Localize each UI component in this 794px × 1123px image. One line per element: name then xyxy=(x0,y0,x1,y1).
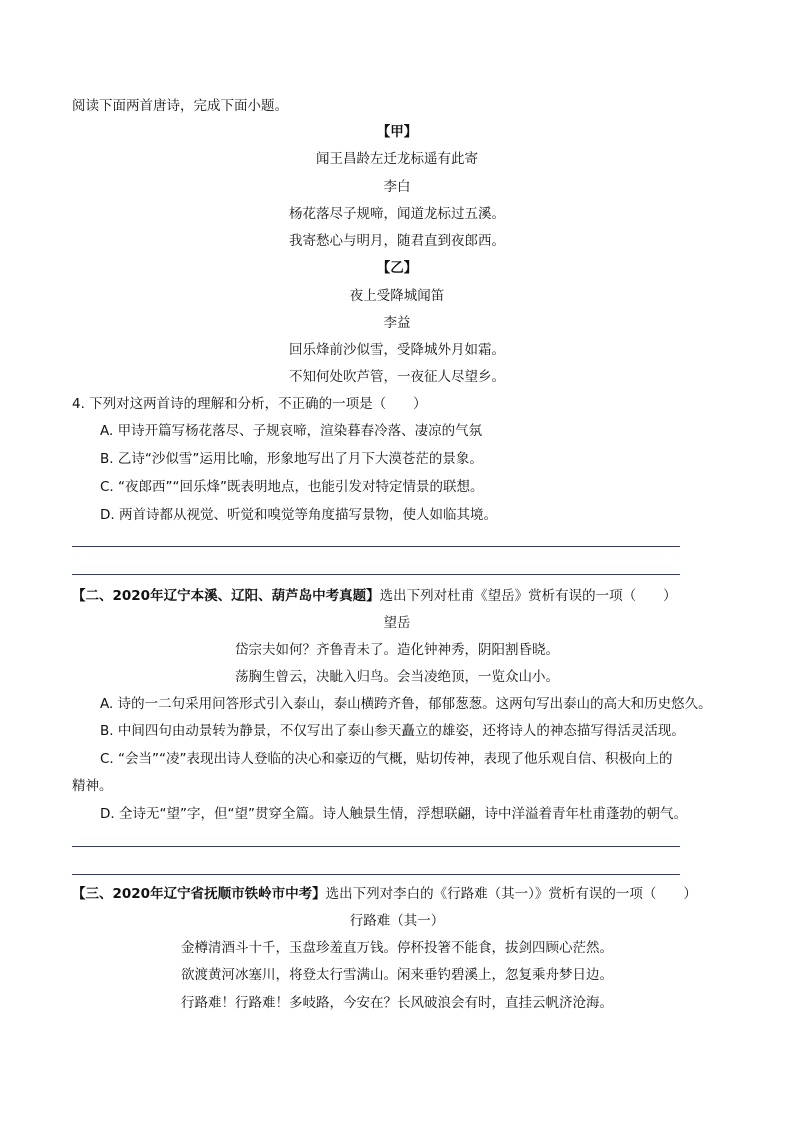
poem-b-marker: 【乙】 xyxy=(376,260,418,276)
section-2-poem-title: 望岳 xyxy=(383,615,411,631)
poem-b-title: 夜上受降城闻笛 xyxy=(349,288,445,304)
poem-b-author: 李益 xyxy=(383,315,411,331)
section-3-heading: 【三、2020年辽宁省抚顺市铁岭市中考】 xyxy=(72,886,326,902)
section-2-prompt: 选出下列对杜甫《望岳》赏析有误的一项（ ） xyxy=(379,588,677,604)
question-4-option-c: C. “夜郎西”“回乐烽”既表明地点，也能引发对特定情景的联想。 xyxy=(100,479,484,495)
section-2-option-c: C. “会当”“凌”表现出诗人登临的决心和豪迈的气概，贴切传神，表现了他乐观自信、积极向上的 xyxy=(100,751,673,767)
answer-rule xyxy=(72,874,680,875)
answer-rule xyxy=(72,846,680,847)
section-3-prompt: 选出下列对李白的《行路难（其一）》赏析有误的一项（ ） xyxy=(325,886,697,902)
poem-b-line: 不知何处吹芦管，一夜征人尽望乡。 xyxy=(289,369,505,385)
section-3-poem-title: 行路难（其一） xyxy=(349,913,445,929)
section-3-poem-line: 欲渡黄河冰塞川，将登太行雪满山。闲来垂钓碧溪上，忽复乘舟梦日边。 xyxy=(181,967,613,983)
question-4-option-b: B. 乙诗“沙似雪”运用比喻，形象地写出了月下大漠苍茫的景象。 xyxy=(100,451,483,467)
section-2-option-d: D. 全诗无“望”字，但“望”贯穿全篇。诗人触景生情，浮想联翩，诗中洋溢着青年杜甫蓬勃的朝气。 xyxy=(100,806,687,822)
answer-rule xyxy=(72,546,680,547)
question-4: 4. 下列对这两首诗的理解和分析，不正确的一项是（ ） xyxy=(72,396,427,412)
answer-rule xyxy=(72,574,680,575)
section-2-option-b: B. 中间四句由动景转为静景，不仅写出了泰山参天矗立的雄姿，还将诗人的神态描写得活灵活现。 xyxy=(100,723,685,739)
section-2-poem-line: 岱宗夫如何？齐鲁青未了。造化钟神秀，阴阳割昏晓。 xyxy=(235,642,559,658)
poem-a-title: 闻王昌龄左迁龙标遥有此寄 xyxy=(316,151,478,167)
section-2-header xyxy=(72,586,677,606)
poem-b-line: 回乐烽前沙似雪，受降城外月如霜。 xyxy=(289,342,505,358)
question-4-option-d: D. 两首诗都从视觉、听觉和嗅觉等角度描写景物，使人如临其境。 xyxy=(100,507,497,523)
reading-instruction: 阅读下面两首唐诗，完成下面小题。 xyxy=(72,98,288,114)
section-3-poem-line: 行路难！行路难！多岐路，今安在？长风破浪会有时，直挂云帆济沧海。 xyxy=(181,995,613,1011)
section-2-option-a: A. 诗的一二句采用问答形式引入泰山，泰山横跨齐鲁，郁郁葱葱。这两句写出泰山的高大和历史悠久。 xyxy=(100,696,712,712)
section-2-poem-line: 荡胸生曾云，决眦入归鸟。会当凌绝顶，一览众山小。 xyxy=(235,669,559,685)
question-4-option-a: A. 甲诗开篇写杨花落尽、子规哀啼，渲染暮春冷落、凄凉的气氛 xyxy=(100,423,483,439)
poem-a-marker: 【甲】 xyxy=(376,124,418,140)
poem-a-line: 我寄愁心与明月，随君直到夜郎西。 xyxy=(289,233,505,249)
section-2-heading: 【二、2020年辽宁本溪、辽阳、葫芦岛中考真题】 xyxy=(72,588,380,604)
section-3-header xyxy=(72,884,697,904)
poem-a-line: 杨花落尽子规啼，闻道龙标过五溪。 xyxy=(289,206,505,222)
section-2-option-c-continued: 精神。 xyxy=(72,778,113,794)
poem-a-author: 李白 xyxy=(383,179,411,195)
section-3-poem-line: 金樽清酒斗十千，玉盘珍羞直万钱。停杯投箸不能食，拔剑四顾心茫然。 xyxy=(181,940,613,956)
